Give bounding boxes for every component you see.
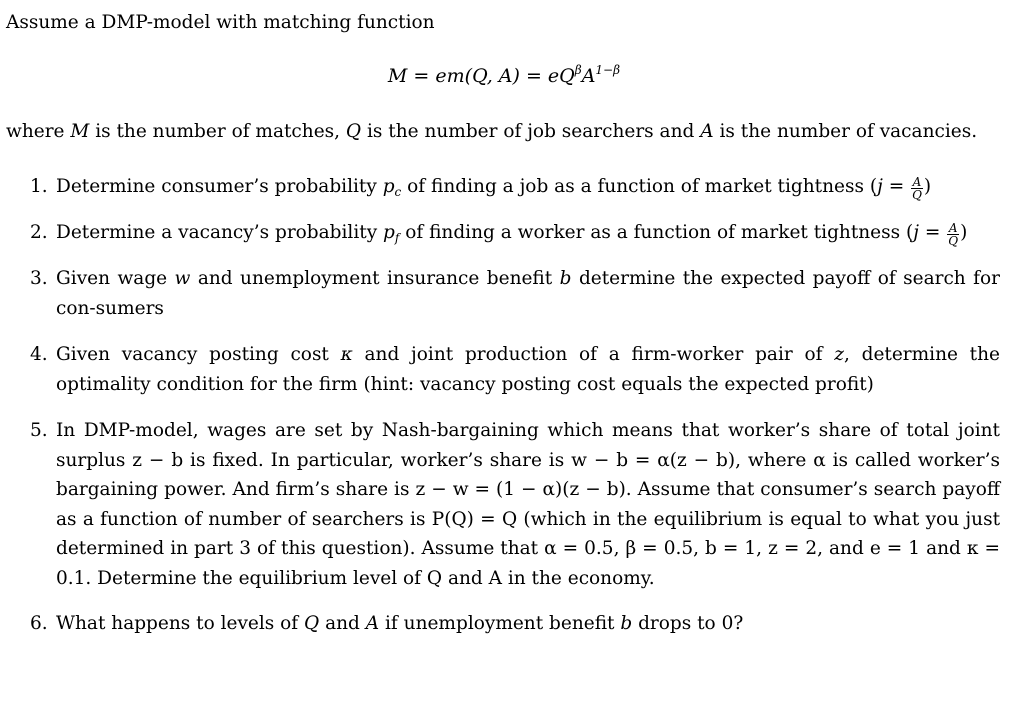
q2-frac-den: Q bbox=[948, 234, 959, 248]
question-2 bbox=[30, 218, 1000, 248]
question-number: 6. bbox=[30, 613, 48, 634]
where-var-m: M bbox=[70, 121, 90, 142]
question-text bbox=[56, 172, 1000, 202]
q4-text-2: and joint production of a firm-worker pair of bbox=[352, 344, 835, 365]
q6-var-q: Q bbox=[304, 613, 320, 634]
q6-text-2: and bbox=[319, 613, 366, 634]
eq-mid: em(Q, A) bbox=[435, 65, 520, 87]
question-text bbox=[56, 340, 1000, 399]
question-number: 3. bbox=[30, 268, 48, 289]
question-number: 5. bbox=[30, 420, 48, 441]
matching-function-equation bbox=[0, 64, 1008, 88]
q1-var-p: p bbox=[382, 176, 395, 197]
q4-text-3: , determine the optimality condition for the firm (hint: vacancy posting cost equals the expected profit) bbox=[56, 344, 1000, 395]
q2-text-3: ) bbox=[960, 222, 968, 243]
q1-fraction bbox=[911, 176, 923, 201]
q6-text-4: drops to 0? bbox=[632, 613, 744, 634]
q3-text-1: Given wage bbox=[56, 268, 175, 289]
where-var-a: A bbox=[700, 121, 714, 142]
eq-beta-exp: β bbox=[574, 63, 582, 77]
question-6 bbox=[30, 609, 1000, 639]
question-text bbox=[56, 218, 1000, 248]
q1-var-j: j bbox=[877, 176, 883, 197]
q4-text-1: Given vacancy posting cost bbox=[56, 344, 341, 365]
question-text bbox=[56, 609, 1000, 639]
q1-equals: = bbox=[882, 176, 911, 197]
q3-text-2: and unemployment insurance benefit bbox=[190, 268, 560, 289]
where-text-1: where bbox=[6, 121, 71, 142]
q1-frac-den: Q bbox=[912, 188, 922, 202]
q2-frac-num: A bbox=[948, 221, 958, 235]
q2-fraction bbox=[947, 222, 959, 247]
where-text-4: is the number of vacancies. bbox=[713, 121, 978, 142]
q3-var-b: b bbox=[559, 268, 572, 289]
question-5 bbox=[30, 416, 1000, 593]
q6-var-b: b bbox=[620, 613, 633, 634]
where-var-q: Q bbox=[345, 121, 362, 142]
q3-var-w: w bbox=[174, 268, 191, 289]
question-4 bbox=[30, 340, 1000, 399]
q4-var-kappa: κ bbox=[340, 344, 353, 365]
q2-var-p: p bbox=[383, 222, 395, 243]
q2-var-j: j bbox=[913, 222, 919, 243]
eq-equals-2: = bbox=[519, 65, 548, 87]
q4-var-z: z bbox=[834, 344, 844, 365]
question-number: 1. bbox=[30, 176, 48, 197]
q6-text-3: if unemployment benefit bbox=[379, 613, 621, 634]
q1-text-2: of finding a job as a function of market tightness ( bbox=[401, 176, 878, 197]
eq-rhs-eq: eQ bbox=[547, 65, 575, 87]
variable-definitions bbox=[6, 120, 977, 144]
q1-frac-num: A bbox=[912, 175, 922, 189]
question-text: In DMP-model, wages are set by Nash-bargaining which means that worker’s share of total joint surplus z − b is fixed. In particular, worker’s share is w − b = α(z − b), where α is called worker’s bargaining power. And firm’s share is z − w = (1 − α)(z − b). Assume that consumer’s search payoff as a function of number of searchers is P(Q) = Q (which in the equilibrium is equal to what you just determined in part 3 of this question). Assume that α = 0.5, β = 0.5, b = 1, z = 2, and e = 1 and κ = 0.1. Determine the equilibrium level of Q and A in the economy. bbox=[56, 420, 1000, 589]
q6-var-a: A bbox=[365, 613, 380, 634]
eq-equals-1: = bbox=[407, 65, 436, 87]
q1-sub-c: c bbox=[394, 185, 402, 199]
q1-text-1: Determine consumer’s probability bbox=[56, 176, 383, 197]
q2-sub-f: f bbox=[394, 231, 400, 245]
q2-text-1: Determine a vacancy’s probability bbox=[56, 222, 384, 243]
question-3 bbox=[30, 264, 1000, 323]
where-text-3: is the number of job searchers and bbox=[361, 121, 701, 142]
question-number: 2. bbox=[30, 222, 48, 243]
q2-text-2: of finding a worker as a function of market tightness ( bbox=[399, 222, 914, 243]
question-number: 4. bbox=[30, 344, 48, 365]
q2-equals: = bbox=[918, 222, 947, 243]
eq-one-minus-beta-exp: 1−β bbox=[595, 63, 621, 77]
eq-lhs: M bbox=[387, 65, 408, 87]
question-text bbox=[56, 264, 1000, 323]
intro-text: Assume a DMP-model with matching function bbox=[6, 12, 435, 33]
where-text-2: is the number of matches, bbox=[89, 121, 346, 142]
eq-rhs-a: A bbox=[581, 65, 596, 87]
q3-text-3: determine the expected payoff of search for con-sumers bbox=[56, 268, 1000, 319]
q1-text-3: ) bbox=[923, 176, 932, 197]
question-1 bbox=[30, 172, 1000, 202]
q6-text-1: What happens to levels of bbox=[56, 613, 305, 634]
